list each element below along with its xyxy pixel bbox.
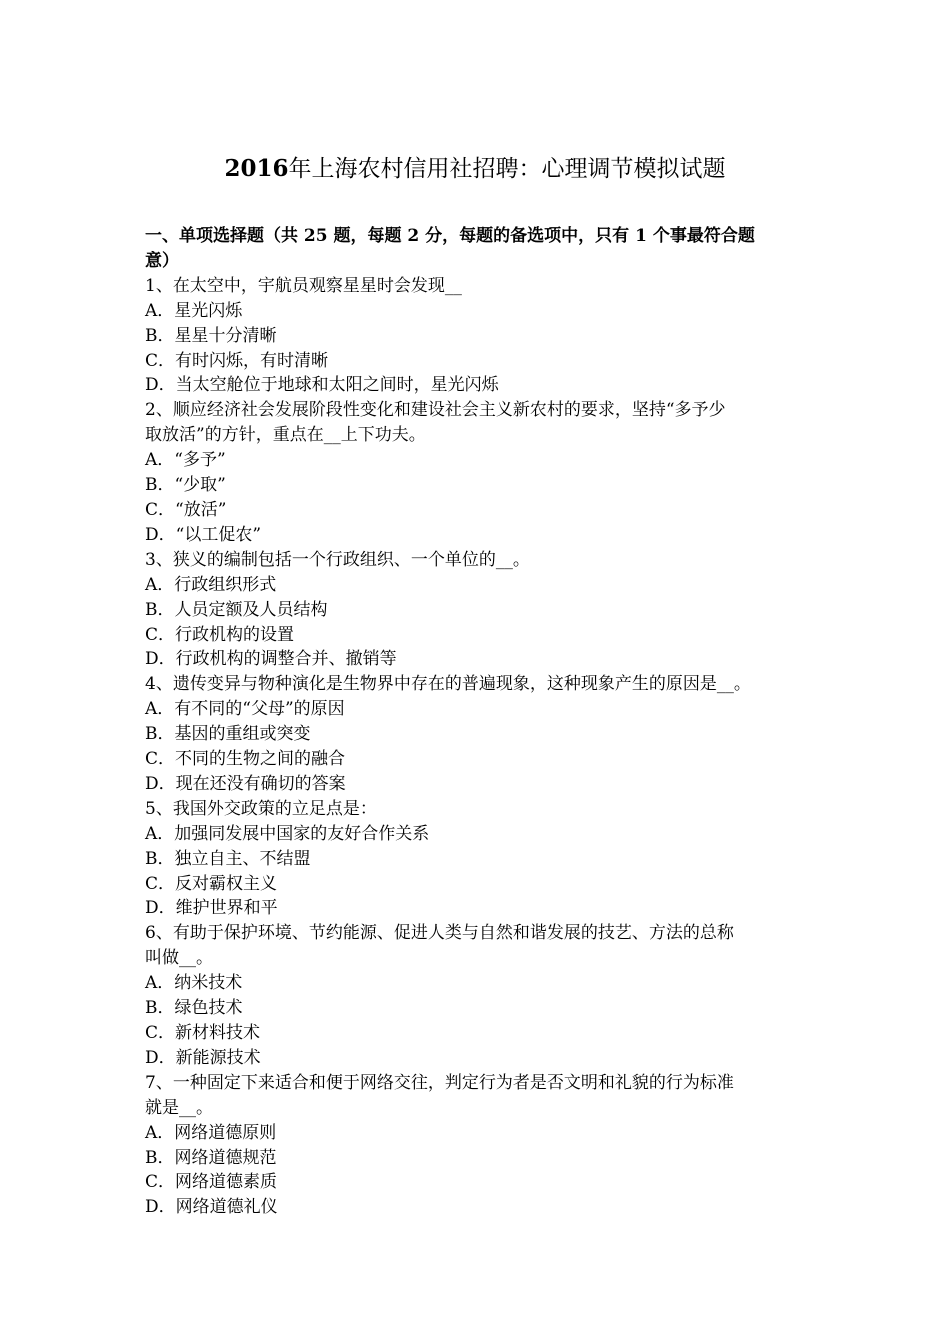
- answer-option: B．独立自主、不结盟: [145, 848, 311, 869]
- answer-option: C．有时闪烁，有时清晰: [145, 350, 329, 371]
- title-text: 年上海农村信用社招聘：心理调节模拟试题: [288, 156, 726, 182]
- answer-option: A．星光闪烁: [145, 300, 243, 321]
- question-stem: 4、遗传变异与物种演化是生物界中存在的普遍现象，这种现象产生的原因是__。: [145, 674, 751, 695]
- answer-option: A．网络道德原则: [145, 1122, 277, 1143]
- section-heading: 一、单项选择题（共 25 题，每题 2 分，每题的备选项中，只有 1 个事最符合题: [145, 226, 755, 246]
- answer-option: B．绿色技术: [145, 998, 243, 1019]
- question-stem: 3、狭义的编制包括一个行政组织、一个单位的__。: [145, 549, 530, 570]
- answer-option: A．纳米技术: [145, 973, 243, 994]
- document-body: [145, 224, 815, 1220]
- question-stem: 5、我国外交政策的立足点是：: [145, 798, 377, 819]
- answer-option: D．当太空舱位于地球和太阳之间时，星光闪烁: [145, 375, 499, 396]
- question-list: [145, 274, 815, 1220]
- answer-option: C．反对霸权主义: [145, 873, 278, 894]
- question-item: [145, 548, 815, 673]
- question-item: [145, 921, 815, 1070]
- answer-option: A．行政组织形式: [145, 574, 277, 595]
- question-stem: 就是__。: [145, 1097, 213, 1118]
- section-heading-continued: 意）: [145, 250, 179, 271]
- question-item: [145, 1071, 815, 1220]
- answer-option: B．星星十分清晰: [145, 325, 277, 346]
- page-title: [0, 154, 950, 184]
- question-item: [145, 398, 815, 547]
- answer-option: B．网络道德规范: [145, 1147, 277, 1168]
- title-year: 2016: [224, 155, 289, 182]
- question-stem: 2、顺应经济社会发展阶段性变化和建设社会主义新农村的要求，坚持“多予少: [145, 400, 726, 421]
- answer-option: C．不同的生物之间的融合: [145, 749, 346, 770]
- answer-option: C．网络道德素质: [145, 1172, 278, 1193]
- question-item: [145, 672, 815, 797]
- answer-option: B．基因的重组或突变: [145, 724, 311, 745]
- answer-option: C．“放活”: [145, 499, 227, 520]
- answer-option: D．维护世界和平: [145, 898, 278, 919]
- question-stem: 叫做__。: [145, 948, 213, 969]
- question-stem: 7、一种固定下来适合和便于网络交往，判定行为者是否文明和礼貌的行为标准: [145, 1072, 734, 1093]
- question-stem: 取放活”的方针，重点在__上下功夫。: [145, 425, 426, 446]
- answer-option: D．现在还没有确切的答案: [145, 773, 346, 794]
- answer-option: D．网络道德礼仪: [145, 1197, 278, 1218]
- answer-option: C．新材料技术: [145, 1023, 261, 1043]
- answer-option: D．新能源技术: [145, 1047, 261, 1068]
- question-stem: 1、在太空中，宇航员观察星星时会发现__: [145, 275, 462, 296]
- answer-option: B．人员定额及人员结构: [145, 599, 328, 620]
- answer-option: A．有不同的“父母”的原因: [145, 699, 345, 720]
- answer-option: B．“少取”: [145, 475, 226, 496]
- answer-option: C．行政机构的设置: [145, 624, 295, 645]
- question-item: [145, 274, 815, 399]
- question-stem: 6、有助于保护环境、节约能源、促进人类与自然和谐发展的技艺、方法的总称: [145, 923, 734, 944]
- answer-option: D．“以工促农”: [145, 524, 262, 545]
- answer-option: A．加强同发展中国家的友好合作关系: [145, 823, 430, 844]
- answer-option: D．行政机构的调整合并、撤销等: [145, 649, 397, 670]
- question-item: [145, 797, 815, 922]
- answer-option: A．“多予”: [145, 450, 226, 471]
